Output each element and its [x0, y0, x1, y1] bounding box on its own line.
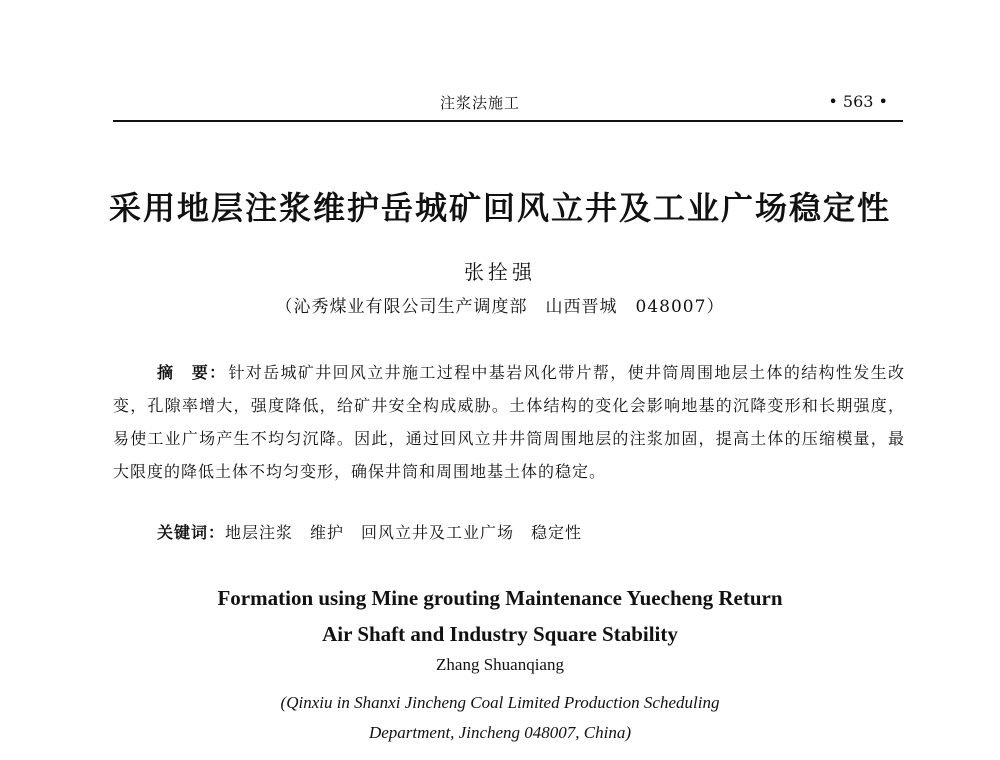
keywords-label: 关键词：	[157, 523, 226, 542]
running-title: 注浆法施工	[440, 94, 521, 112]
english-affiliation-line-2: Department, Jincheng 048007, China)	[368, 723, 632, 742]
english-title-line-1: Formation using Mine grouting Maintenance Yuecheng Return	[217, 586, 783, 610]
abstract	[113, 356, 905, 488]
abstract-text: 针对岳城矿井回风立井施工过程中基岩风化带片帮，使井筒周围地层土体的结构性发生改变，孔隙率增大，强度降低，给矿井安全构成威胁。土体结构的变化会影响地基的沉降变形和长期强度，易使工业广场产生不均匀沉降。因此，通过回风立井井筒周围地层的注浆加固，提高土体的压缩模量，最大限度的降低土体不均匀变形，确保井筒和周围地基土体的稳定。	[113, 363, 905, 481]
header-rule	[113, 120, 903, 122]
chinese-affiliation: （沁秀煤业有限公司生产调度部 山西晋城 048007）	[275, 297, 725, 317]
english-author: Zhang Shuanqiang	[436, 655, 564, 674]
keywords-text: 地层注浆 维护 回风立井及工业广场 稳定性	[225, 523, 583, 542]
abstract-label: 摘 要：	[157, 363, 227, 382]
chinese-author: 张拴强	[464, 260, 536, 284]
english-affiliation	[0, 688, 1000, 748]
page-number: • 563 •	[828, 92, 888, 111]
english-affiliation-line-1: (Qinxiu in Shanxi Jincheng Coal Limited Production Scheduling	[280, 693, 720, 712]
english-title	[0, 580, 1000, 652]
english-title-line-2: Air Shaft and Industry Square Stability	[322, 622, 678, 646]
chinese-title: 采用地层注浆维护岳城矿回风立井及工业广场稳定性	[108, 189, 891, 227]
keywords	[157, 520, 582, 543]
